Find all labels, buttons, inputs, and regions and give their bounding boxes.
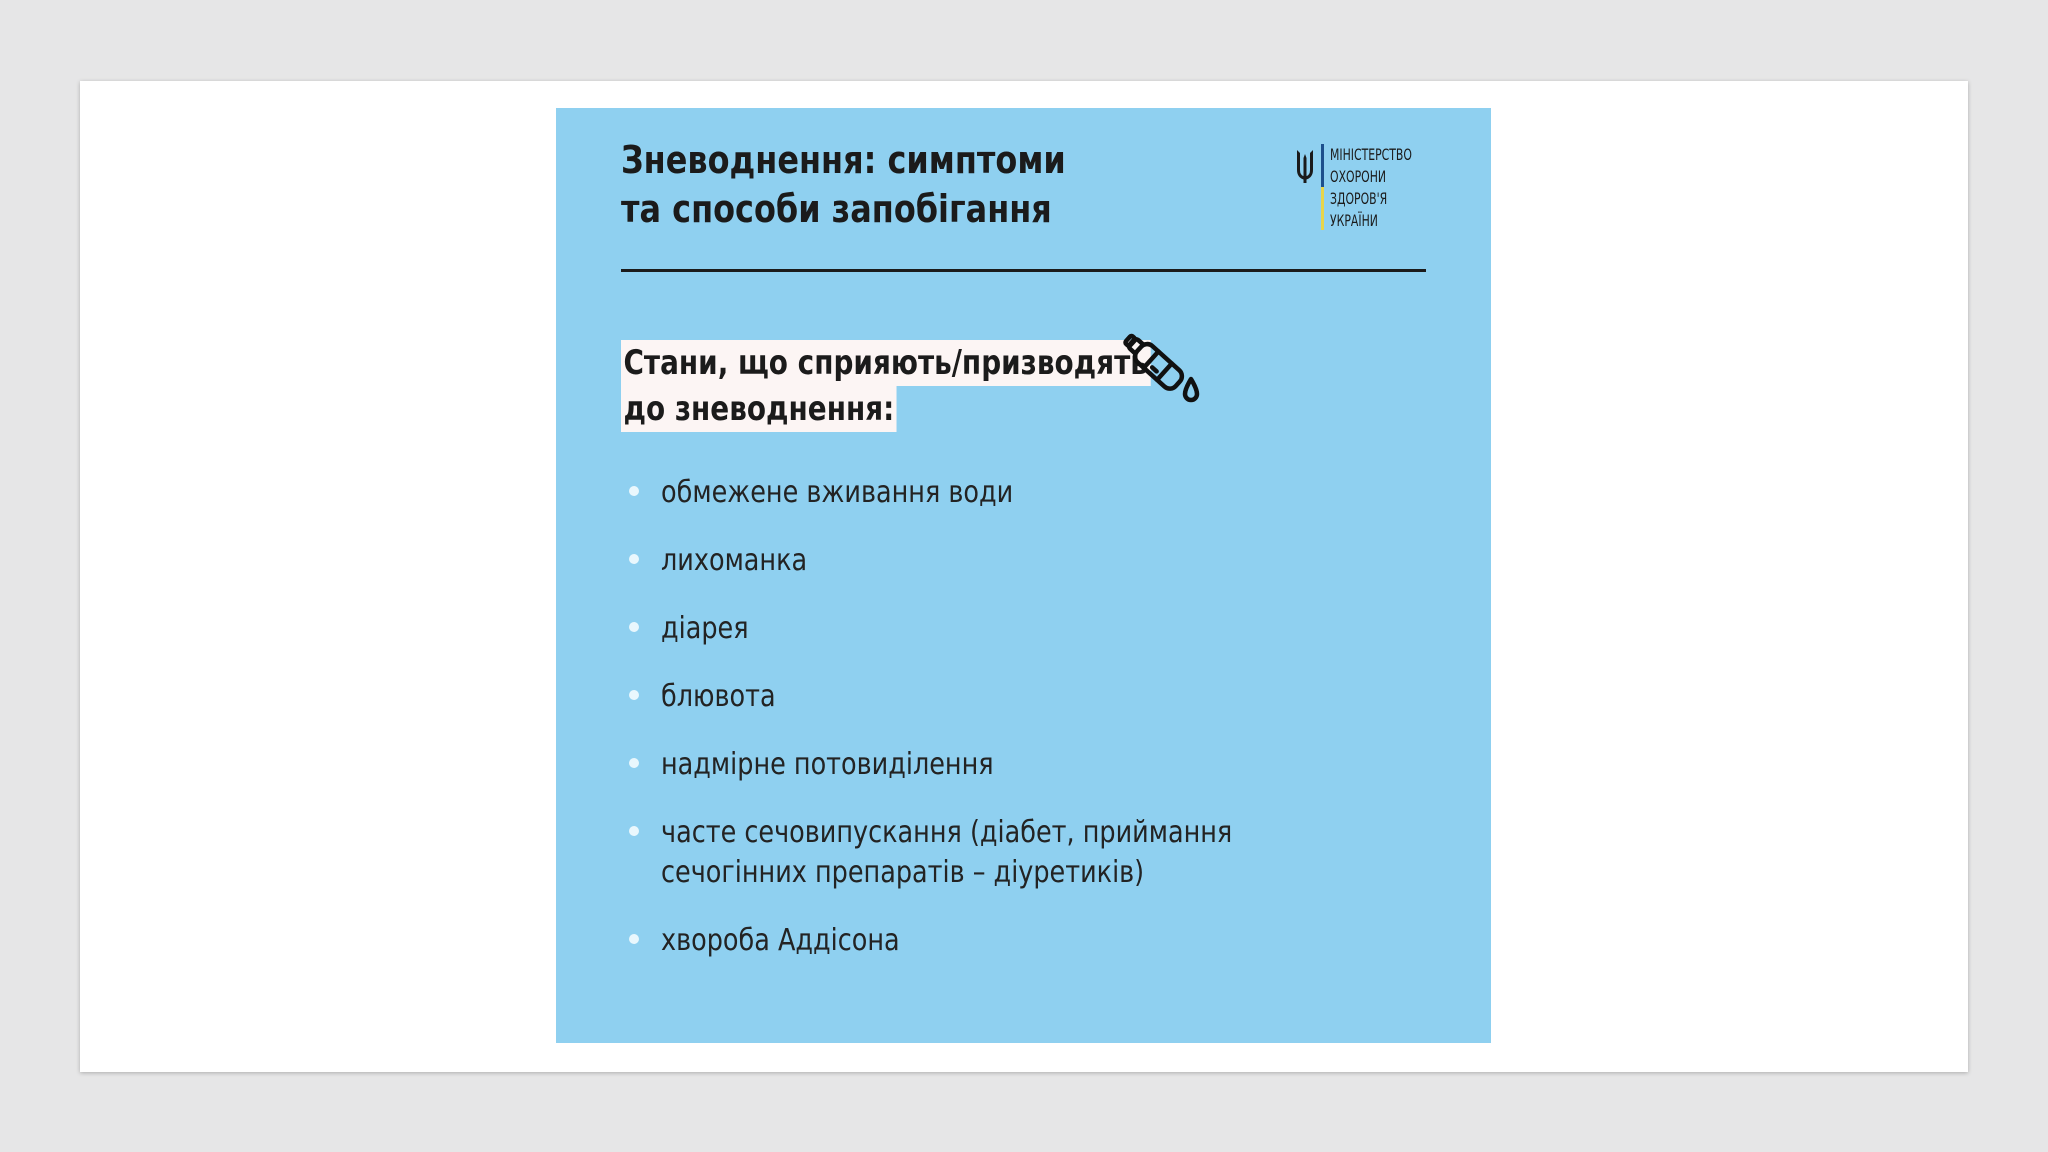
title-line-2: та способи запобігання: [621, 187, 1052, 231]
section-heading: [621, 340, 1150, 432]
logo-divider: [1321, 144, 1324, 230]
bullet-icon: [629, 934, 639, 944]
logo-line-4: УКРАЇНИ: [1330, 211, 1378, 230]
trident-icon: [1293, 148, 1317, 184]
list-item: [629, 541, 1333, 581]
bottle-drop-icon: [1121, 323, 1207, 409]
bullet-icon: [629, 690, 639, 700]
title-line-1: Зневоднення: симптоми: [621, 138, 1066, 182]
logo-line-3: ЗДОРОВ'Я: [1330, 189, 1388, 208]
bullet-icon: [629, 622, 639, 632]
info-card: [556, 108, 1491, 1043]
page-title: [621, 136, 1066, 234]
list-item-text: [661, 813, 1232, 893]
logo-text: [1330, 144, 1412, 232]
section-heading-line-1: Стани, що сприяють/призводять: [621, 340, 1150, 386]
list-item: [629, 745, 1333, 785]
list-item-text-line-1: часте сечовипускання (діабет, приймання: [661, 815, 1233, 850]
list-item-text: обмежене вживання води: [661, 475, 1014, 510]
list-item: [629, 813, 1333, 893]
slide: [80, 81, 1968, 1072]
list-item-text-line-2: сечогінних препаратів – діуретиків): [661, 855, 1145, 890]
section-heading-line-2: до зневоднення:: [621, 386, 897, 432]
header-divider: [621, 269, 1426, 272]
list-item: [629, 473, 1333, 513]
list-item-text: лихоманка: [661, 543, 808, 578]
list-item-text: хвороба Аддісона: [661, 923, 900, 958]
logo-line-1: МІНІСТЕРСТВО: [1330, 145, 1412, 164]
bullet-icon: [629, 486, 639, 496]
ministry-logo: [1293, 144, 1433, 234]
list-item-text: діарея: [661, 611, 749, 646]
list-item: [629, 677, 1333, 717]
bullet-icon: [629, 758, 639, 768]
bullet-icon: [629, 554, 639, 564]
list-item: [629, 921, 1333, 961]
list-item-text: надмірне потовиділення: [661, 747, 994, 782]
list-item-text: блювота: [661, 679, 776, 714]
list-item: [629, 609, 1333, 649]
conditions-list: [629, 473, 1333, 989]
bullet-icon: [629, 826, 639, 836]
logo-line-2: ОХОРОНИ: [1330, 167, 1387, 186]
